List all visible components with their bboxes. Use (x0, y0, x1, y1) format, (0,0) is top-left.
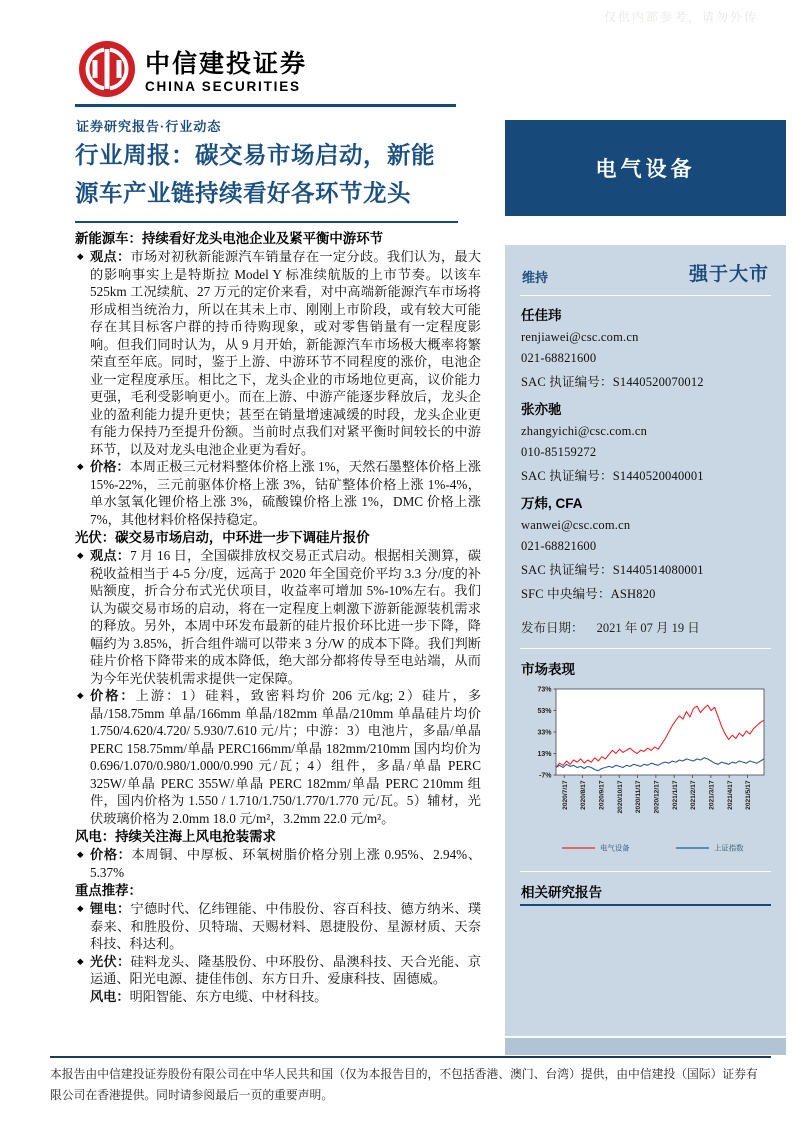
header-divider (75, 104, 456, 107)
svg-text:2020/11/17: 2020/11/17 (635, 780, 643, 814)
svg-text:2021/3/17: 2021/3/17 (708, 780, 716, 810)
svg-text:2021/5/17: 2021/5/17 (745, 780, 753, 810)
svg-text:2020/12/17: 2020/12/17 (653, 780, 661, 814)
analyst-block (520, 398, 771, 484)
brand-name-en: CHINA SECURITIES (145, 79, 301, 94)
bullet-item (75, 458, 481, 528)
bullet-text: 市场对初秋新能源汽车销量存在一定分歧。我们认为，最大的影响事实上是特斯拉 Model Y 标准续航版的上市节奏。以该车 525km 工况续航、27 万元的定价来看，对中高端新能源汽车市场将形成相当统治力，所以在其未上市、刚刚上市阶段，或有较大可能存在其目标客户群的持币待购现象，或对零售销量有一定程度影响。但我们同时认为，从 9 月开始，新能源汽车市场极大概率将繁荣直至年底。同时，鉴于上游、中游环节不同程度的涨价，电池企业一定程度承压。相比之下，龙头企业的市场地位更高，议价能力更强，毛利受影响更小。而在上游、中游产能逐步释放后，龙头企业的盈利能力提升更快；甚至在销量增速减缓的时段，龙头企业更有能力保持乃至提升份额。当前时点我们对紧平衡时间较长的中游环节，以及对龙头电池企业更为看好。 (90, 249, 482, 457)
bullet-paragraph (90, 687, 481, 827)
analyst-name: 任佳玮 (521, 308, 562, 323)
report-category: 证券研究报告·行业动态 (76, 119, 222, 134)
bullet-label: 价格： (90, 459, 130, 474)
publish-date-label: 发布日期： (521, 621, 584, 635)
svg-text:2021/2/17: 2021/2/17 (690, 780, 698, 810)
bullet-paragraph (90, 458, 481, 528)
diamond-bullet-icon: ◆ (77, 955, 84, 966)
section-heading-pv: 光伏：碳交易市场启动，中环进一步下调硅片报价 (75, 530, 370, 545)
diamond-bullet-icon: ◆ (77, 461, 84, 471)
bullet-label: 风电： (90, 988, 130, 1004)
watermark: 仅供内部参考，请勿外传 (603, 10, 758, 24)
bullet-paragraph (90, 953, 481, 988)
divider (520, 648, 771, 649)
svg-text:2020/9/17: 2020/9/17 (598, 780, 606, 810)
bullet-text: 明阳智能、东方电缆、中材科技。 (129, 988, 328, 1004)
analyst-block (520, 304, 771, 390)
analyst-email: zhangyichi@csc.com.cn (521, 424, 648, 438)
svg-text:2021/1/17: 2021/1/17 (671, 780, 679, 810)
bullet-label: 观点： (90, 249, 131, 264)
bullet-label: 观点： (90, 548, 131, 563)
svg-text:53%: 53% (537, 707, 552, 715)
diamond-bullet-icon: ◆ (77, 903, 84, 913)
svg-text:上证指数: 上证指数 (714, 843, 744, 853)
section-heading-picks: 重点推荐： (75, 883, 142, 898)
bullet-text: 硅料龙头、隆基股份、中环股份、晶澳科技、天合光能、京运通、阳光电源、捷佳伟创、东方日升、爱康科技、固德威。 (90, 953, 482, 986)
sidebar-bottom-strip (505, 1038, 786, 1055)
analyst-name: 张亦驰 (521, 402, 562, 417)
page-title: 行业周报：碳交易市场启动，新能源车产业链持续看好各环节龙头 (75, 136, 458, 223)
analyst-sfc: SFC 中央编号：ASH820 (521, 587, 656, 601)
brand-names (145, 49, 307, 94)
bullet-label: 光伏： (90, 953, 131, 969)
section-heading-wind: 风电：持续关注海上风电抢装需求 (75, 829, 276, 844)
bullet-paragraph (90, 248, 481, 458)
svg-text:-7%: -7% (539, 772, 552, 780)
wind-picks-line (75, 988, 481, 1006)
diamond-bullet-icon: ◆ (77, 690, 84, 700)
divider (520, 871, 771, 872)
bullet-label: 价格： (90, 688, 136, 703)
analyst-email: wanwei@csc.com.cn (521, 518, 631, 532)
bullet-item (75, 248, 481, 458)
rating-action: 维持 (522, 270, 549, 285)
bullet-paragraph (90, 900, 481, 953)
svg-text:73%: 73% (537, 686, 552, 694)
bullet-text: 本周正极三元材料整体价格上涨 1%，天然石墨整体价格上涨 15%-22%，三元前驱体价格上涨 3%，钴矿整体价格上涨 1%-4%，单水氢氧化锂价格上涨 3%，硫酸镍价格上涨 1%，DMC 价格上涨 7%，其他材料价格保持稳定。 (90, 459, 482, 527)
svg-text:2020/7/17: 2020/7/17 (561, 780, 569, 810)
footer-line: 限公司在香港提供。同时请参阅最后一页的重要声明。 (50, 1088, 334, 1103)
analyst-sac: SAC 执证编号：S1440520070012 (521, 375, 704, 389)
rating-row (520, 255, 771, 295)
diamond-bullet-icon: ◆ (77, 251, 84, 261)
brand-logo (78, 40, 307, 103)
bullet-item (75, 846, 481, 881)
bullet-label: 价格： (90, 847, 132, 862)
bullet-item (75, 900, 481, 953)
market-performance-chart (520, 682, 771, 861)
market-performance-header: 市场表现 (521, 662, 575, 677)
footer-disclaimer (50, 1056, 771, 1106)
divider (520, 904, 771, 906)
analyst-sac: SAC 执证编号：S1440520040001 (521, 469, 704, 483)
analyst-phone: 021-68821600 (521, 351, 597, 365)
analyst-block (520, 492, 771, 602)
industry-banner: 电气设备 (505, 120, 786, 216)
analyst-phone: 010-85159272 (521, 445, 597, 459)
citic-emblem-icon (78, 40, 136, 103)
divider (520, 295, 771, 296)
bullet-text: 本周铜、中厚板、环氧树脂价格分别上涨 0.95%、2.94%、5.37% (90, 847, 482, 880)
svg-text:13%: 13% (537, 750, 552, 758)
analyst-email: renjiawei@csc.com.cn (521, 330, 639, 344)
report-body (75, 229, 481, 1005)
bullet-text: 宁德时代、亿纬锂能、中伟股份、容百科技、德方纳米、璞泰来、和胜股份、贝特瑞、天赐材料、恩捷股份、星源材质、天奈科技、科达利。 (90, 901, 482, 951)
bullet-paragraph (90, 846, 481, 881)
bullet-text: 7 月 16 日，全国碳排放权交易正式启动。根据相关测算，碳税收益相当于 4-5 分/度，远高于 2020 年全国竞价平均 3.3 分/度的补贴额度，折合分布式光伏项目，收益率可增加 5%-10%左右。我们认为碳交易市场的启动，将在一定程度上刺激下游新能源装机需求的释放。另外，本周中环发布最新的硅片报价环比进一步下降，降幅约为 3.85%，折合组件端可以带来 3 分/W 的成本下降。我们判断硅片价格下降带来的成本降低，绝大部分都将传导至电站端，从而为今年光伏装机需求提供一定保障。 (90, 548, 481, 686)
related-reports-header: 相关研究报告 (521, 885, 602, 900)
svg-text:2020/8/17: 2020/8/17 (580, 780, 588, 810)
analyst-name: 万炜, CFA (521, 496, 583, 511)
svg-text:33%: 33% (537, 729, 552, 737)
footer-line: 本报告由中信建投证券股份有限公司在中华人民共和国（仅为本报告目的，不包括香港、澳门、台湾）提供，由中信建投（国际）证券有 (50, 1067, 758, 1081)
analyst-sac: SAC 执证编号：S1440514080001 (521, 563, 704, 577)
analyst-phone: 021-68821600 (521, 539, 597, 553)
bullet-item (75, 953, 481, 988)
svg-text:2021/4/17: 2021/4/17 (726, 780, 734, 810)
bullet-item (75, 547, 481, 687)
svg-text:电气设备: 电气设备 (600, 843, 630, 853)
bullet-text: 上游：1）硅料，致密料均价 206 元/kg; 2）硅片，多晶/158.75mm 单晶/166mm 单晶/182mm 单晶/210mm 单晶硅片均价 1.750/4.620/4.720/ 5.930/7.610 元/片；中游：3）电池片，多晶/单晶 PERC 158.75mm/单晶 PERC166mm/单晶 182mm/210mm 国内均价为 0.696/1.070/0.980/1.000/0.990 元/瓦；4）组件，多晶/单晶 PERC 325W/单晶 PERC 355W/单晶 PERC 182mm/单晶 PERC 210mm 组件，国内价格为 1.550 / 1.710/1.750/1.770/1.770 元/瓦。5）辅材，光伏玻璃价格为 2.0mm 18.0 元/m²，3.2mm 22.0 元/m²。 (90, 688, 482, 826)
rating-value: 强于大市 (688, 264, 769, 285)
bullet-paragraph (90, 547, 481, 687)
publish-date-row (521, 618, 771, 636)
diamond-bullet-icon: ◆ (77, 550, 84, 560)
diamond-bullet-icon: ◆ (77, 849, 84, 859)
brand-name-cn: 中信建投证券 (145, 50, 308, 78)
sidebar-panel (505, 245, 786, 1036)
svg-text:2020/10/17: 2020/10/17 (616, 780, 624, 814)
bullet-item (75, 687, 481, 827)
section-heading-nev: 新能源车：持续看好龙头电池企业及紧平衡中游环节 (75, 231, 383, 246)
bullet-label: 锂电： (90, 901, 131, 916)
publish-date-value: 2021 年 07 月 19 日 (596, 621, 700, 635)
